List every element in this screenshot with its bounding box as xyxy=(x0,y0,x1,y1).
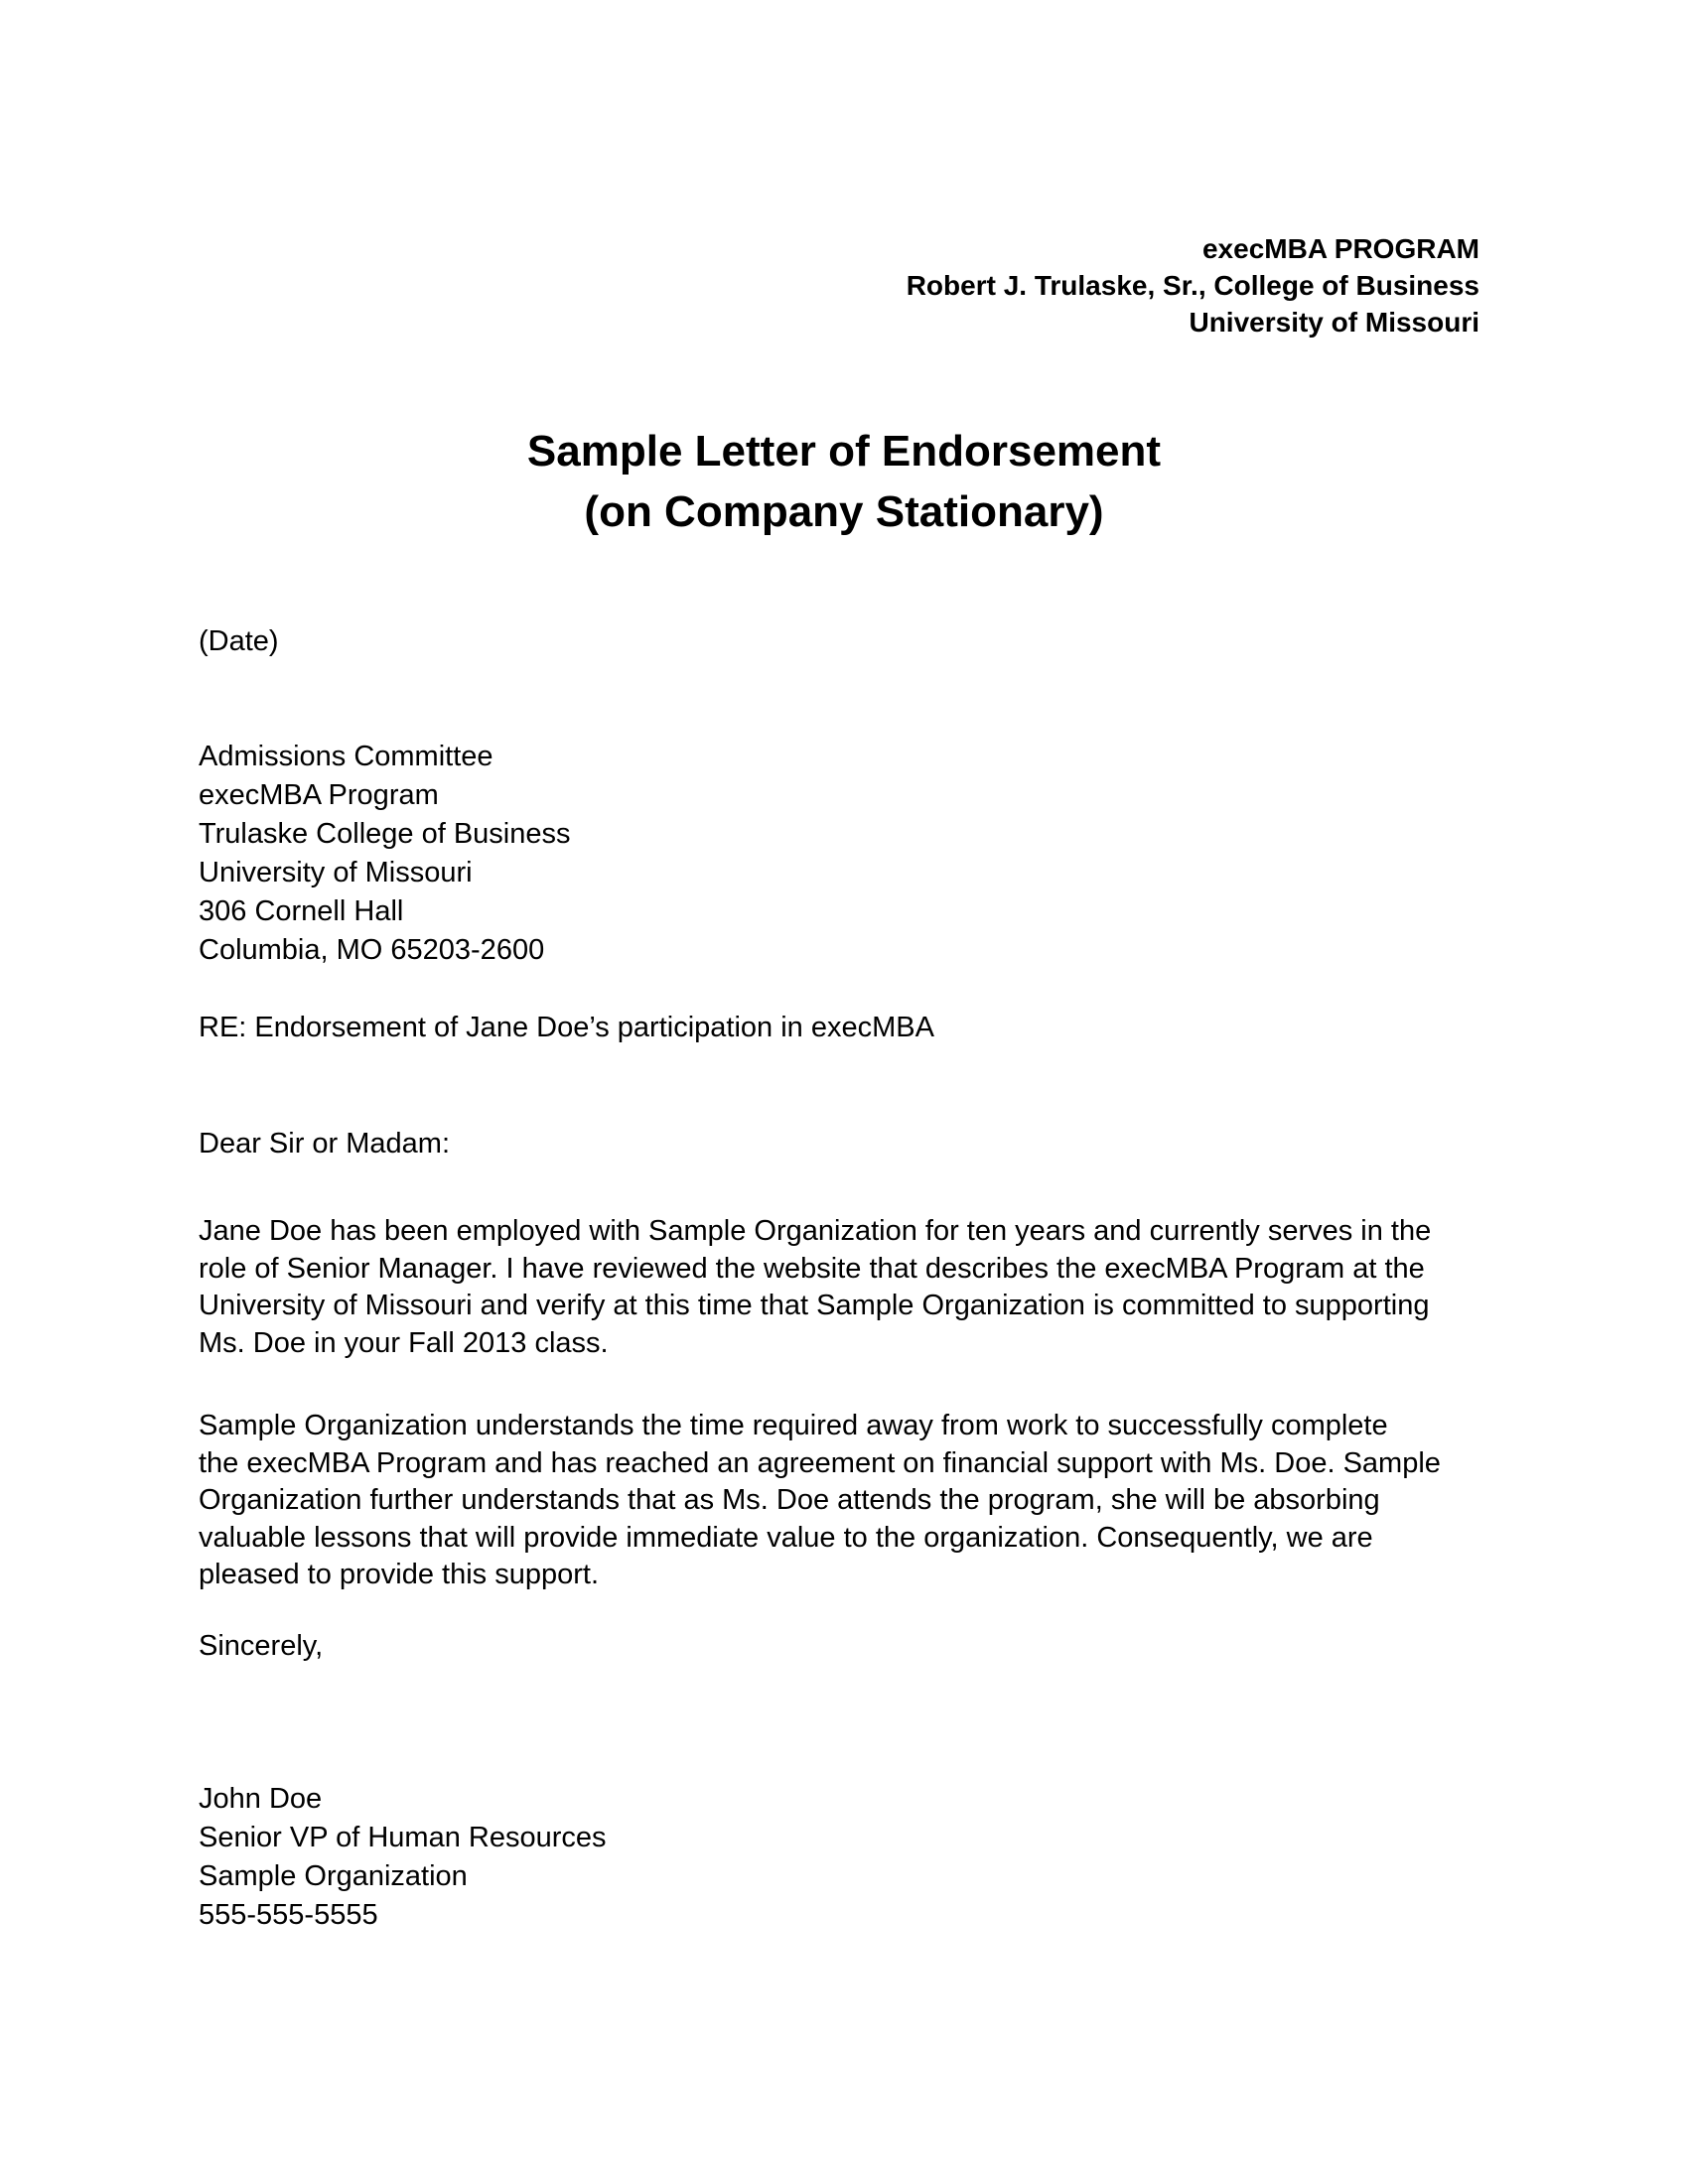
recipient-line: execMBA Program xyxy=(199,779,439,811)
closing: Sincerely, xyxy=(199,1630,324,1662)
paragraph-line: Ms. Doe in your Fall 2013 class. xyxy=(199,1326,609,1359)
title-line-1: Sample Letter of Endorsement xyxy=(526,427,1162,476)
paragraph-2 xyxy=(199,1408,1479,1594)
recipient-line: 306 Cornell Hall xyxy=(199,895,404,927)
signature-block xyxy=(199,1780,1479,1935)
recipient-line: University of Missouri xyxy=(199,857,473,888)
signer-organization: Sample Organization xyxy=(199,1860,468,1892)
paragraph-line: role of Senior Manager. I have reviewed the website that describes the execMBA Program at the xyxy=(199,1252,1425,1285)
title-line-2: (on Company Stationary) xyxy=(584,487,1104,536)
letterhead-program: execMBA PROGRAM xyxy=(1201,233,1479,264)
letterhead-university: University of Missouri xyxy=(1189,307,1479,338)
signer-phone: 555-555-5555 xyxy=(199,1899,378,1931)
paragraph-line: University of Missouri and verify at this time that Sample Organization is committed to supporting xyxy=(199,1290,1430,1321)
salutation: Dear Sir or Madam: xyxy=(199,1128,451,1160)
paragraph-line: pleased to provide this support. xyxy=(199,1559,600,1590)
letterhead-college: Robert J. Trulaske, Sr., College of Business xyxy=(906,270,1479,301)
paragraph-line: the execMBA Program and has reached an agreement on financial support with Ms. Doe. Sample xyxy=(199,1446,1441,1479)
paragraph-line: Sample Organization understands the time required away from work to successfully complete xyxy=(199,1410,1388,1441)
document-title xyxy=(0,421,1688,542)
recipient-line: Columbia, MO 65203-2600 xyxy=(199,934,545,966)
recipient-line: Admissions Committee xyxy=(199,741,493,772)
paragraph-line: valuable lessons that will provide immediate value to the organization. Consequently, we are xyxy=(199,1521,1373,1554)
recipient-line: Trulaske College of Business xyxy=(199,818,571,850)
paragraph-1 xyxy=(199,1213,1479,1362)
recipient-address xyxy=(199,738,1479,970)
paragraph-line: Jane Doe has been employed with Sample Organization for ten years and currently serves in the xyxy=(199,1215,1432,1247)
subject-line: RE: Endorsement of Jane Doe’s participation in execMBA xyxy=(199,1012,934,1043)
letterhead xyxy=(784,230,1479,341)
signer-name: John Doe xyxy=(199,1783,323,1815)
date-line: (Date) xyxy=(199,625,279,657)
signer-title: Senior VP of Human Resources xyxy=(199,1822,607,1853)
paragraph-line: Organization further understands that as Ms. Doe attends the program, she will be absorbing xyxy=(199,1484,1380,1516)
